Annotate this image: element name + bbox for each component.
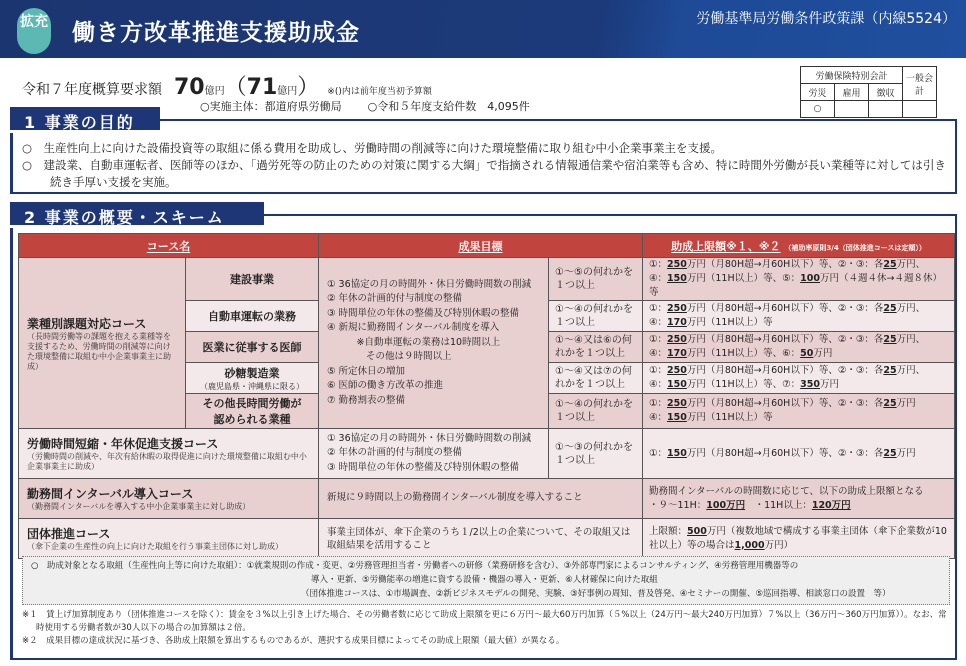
limit-line — [649, 347, 948, 361]
limit-line — [649, 485, 948, 499]
limit-amount: 150 — [667, 447, 687, 459]
goal-condition: ①～④の何れかを１つ以上 — [549, 301, 643, 332]
footnotes — [22, 609, 950, 648]
limit-cell — [643, 519, 955, 559]
limit-line — [649, 258, 948, 272]
limit-text: 万円（11H以上）等、⑦： — [686, 379, 801, 390]
sub-course-note: （鹿児島県・沖縄県に限る） — [200, 381, 304, 391]
footnote: ※１ 賃上げ加算制度あり（団体推進コースを除く）：賃金を３%以上引き上げた場合、その労働者数に応じて助成上限額を更に６万円～最大60万円加算（５%以上（24万円～最大240万円加算）７%以上（36万円～360万円加算））。なお、常時使用する労働者数が30人以下の場合の加算額は２倍。 — [22, 610, 947, 633]
limit-text: ④： — [649, 348, 668, 359]
limit-amount: 150 — [667, 273, 687, 284]
sub-course — [186, 363, 319, 394]
goal-condition: ①～④又は⑥の何れかを１つ以上 — [549, 332, 643, 363]
limit-text: 万円（月80H超→月60H以下）等、②・③：各 — [686, 259, 884, 270]
limit-amount: 170 — [667, 348, 687, 359]
account-col: 雇用 — [835, 84, 869, 101]
header-limit-label: 助成上限額※１、※２ — [671, 239, 781, 253]
limit-text: ④： — [649, 379, 668, 390]
limit-amount: 170 — [667, 317, 687, 328]
limit-text: 万円（11H以上）等、⑥： — [686, 348, 801, 359]
header-limit-note: （補助率原則3/4（団体推進コースは定額）） — [784, 243, 926, 252]
limit-text: ④： — [649, 273, 668, 284]
limit-text: ①： — [649, 447, 668, 459]
limit-text: 万円（４週４休→４週８休）等 — [649, 273, 942, 298]
limit-amount: 25 — [883, 259, 897, 270]
scheme-table — [18, 233, 955, 559]
interval-course-cell — [19, 479, 319, 519]
eligible-activities-box — [22, 556, 950, 605]
budget-line — [22, 70, 432, 101]
budget-unit: 億円 — [204, 86, 225, 97]
paren-close: ） — [297, 75, 320, 100]
limit-text: 勤務間インターバルの時間数に応じて、以下の助成上限額となる — [649, 485, 924, 497]
sub-course — [186, 332, 319, 363]
sub-course — [186, 301, 319, 332]
goal-item: ⑤ 所定休日の増加 — [327, 365, 406, 377]
limit-text: 万円 — [819, 379, 839, 390]
limit-amount: 250 — [667, 259, 687, 270]
limit-amount: 25 — [883, 398, 897, 409]
account-mark — [869, 101, 903, 118]
limit-amount: 25 — [883, 447, 897, 459]
limit-text: 万円（11H以上）等、⑤： — [686, 273, 801, 284]
limit-amount: 150 — [667, 412, 687, 423]
goal-item: ③ 時間単位の年休の整備及び特別休暇の整備 — [327, 307, 520, 319]
course-desc: （労働時間の削減や、年次有給休暇の取得促進に向けた環境整備に取組む中小企業事業主に助成） — [27, 452, 307, 471]
limit-text: 万円） — [764, 539, 794, 551]
purpose-item: ○ 生産性向上に向けた設備投資等の取組に係る費用を助成し、労働時間の削減等に向けた環境整備に取り組む中小企業事業主を支援。 — [22, 141, 723, 155]
reduction-course-cell — [19, 429, 319, 479]
limit-text: 万円、 — [896, 259, 926, 270]
limit-line — [649, 316, 948, 330]
eligible-line: （団体推進コースは、①市場調査、②新ビジネスモデルの開発、実験、③好事例の周知、普及啓発、④セミナーの開催、⑤巡回指導、相談窓口の設置 等） — [301, 589, 891, 599]
account-mark — [903, 101, 937, 118]
sub-course-name: 自動車運転の業務 — [208, 310, 296, 323]
limit-text: ④： — [649, 317, 668, 328]
budget-label: 令和７年度概算要求額 — [22, 82, 162, 98]
limit-text: ①： — [649, 334, 668, 345]
limit-text: 上限額： — [649, 525, 688, 537]
paren-open: （ — [224, 75, 247, 100]
limit-cell — [643, 394, 955, 429]
limit-amount: 25 — [883, 365, 897, 376]
sub-course-name: 砂糖製造業 — [224, 366, 280, 380]
limit-text: 万円 — [896, 398, 916, 409]
course-name: 勤務間インターバル導入コース — [27, 487, 194, 501]
industry-course-cell — [19, 258, 186, 429]
limit-cell — [643, 363, 955, 394]
account-mark: ○ — [801, 101, 835, 118]
goal-condition: ①～③の何れかを１つ以上 — [549, 429, 643, 479]
limit-line — [649, 378, 948, 392]
expansion-badge: 拡充 — [17, 8, 51, 54]
limit-line — [649, 364, 948, 378]
sub-course — [186, 258, 319, 301]
limit-cell — [643, 258, 955, 301]
course-desc: （傘下企業の生産性の向上に向けた取組を行う事業主団体に対し助成） — [27, 542, 283, 551]
account-col: 労災 — [801, 84, 835, 101]
general-account-header: 一般会計 — [903, 67, 937, 101]
goal-item: ※自動車運転の業務は10時間以上 — [347, 336, 501, 348]
limit-line — [649, 525, 948, 553]
limit-line — [649, 333, 948, 347]
limit-amount: 250 — [667, 303, 687, 314]
sub-course-name: 医業に従事する医師 — [202, 341, 302, 354]
goal-item: ① 36協定の月の時間外・休日労働時間数の削減 — [327, 432, 532, 444]
limit-line — [649, 302, 948, 316]
goal-item: ② 年休の計画的付与制度の整備 — [327, 447, 463, 459]
limit-text: ④： — [649, 412, 668, 423]
goal-item: ③ 時間単位の年休の整備及び特別休暇の整備 — [327, 461, 520, 473]
purpose-list — [22, 140, 947, 191]
payment-count: ○令和５年度支給件数 4,095件 — [367, 100, 530, 113]
limit-amount: 1,000 — [734, 539, 765, 551]
eligible-line: ○ 助成対象となる取組（生産性向上等に向けた取組）：①就業規則の作成・変更、②労務管理担当者・労働者への研修（業務研修を含む）、③外部専門家によるコンサルティング、④労務管理用機器等の — [31, 561, 799, 571]
limit-text: 万円（複数地域で構成する事業主団体（傘下企業数が10社以上）等の場合は — [649, 525, 947, 551]
purpose-item: ○ 建設業、自動車運転者、医師等のほか、「過労死等の防止のための対策に関する大綱」で指摘される情報通信業や宿泊業等も含め、特に時間外労働が長い業種等に対しては引き続き手厚い支援を実施。 — [22, 158, 946, 189]
limit-amount: 150 — [667, 379, 687, 390]
implementation-info — [200, 98, 556, 114]
goal-condition: ①～④の何れかを１つ以上 — [549, 394, 643, 429]
limit-text: ①： — [649, 398, 668, 409]
limit-amount: 500 — [687, 525, 707, 537]
limit-line — [649, 397, 948, 411]
limit-cell — [643, 332, 955, 363]
goal-condition: ①～④又は⑦の何れかを１つ以上 — [549, 363, 643, 394]
course-name: 業種別課題対応コース — [27, 316, 147, 331]
account-mark — [835, 101, 869, 118]
limit-amount: 25 — [883, 303, 897, 314]
goal-item: その他は９時間以上 — [347, 351, 452, 363]
special-account-header: 労働保険特別会計 — [801, 67, 903, 84]
goal-item: ⑥ 医師の働き方改革の推進 — [327, 380, 444, 392]
course-name: 労働時間短縮・年休促進支援コース — [27, 437, 219, 451]
limit-amount: 25 — [883, 334, 897, 345]
limit-text: 万円 — [813, 348, 833, 359]
limit-line — [649, 447, 948, 461]
interval-goal: 新規に９時間以上の勤務間インターバル制度を導入すること — [319, 479, 643, 519]
limit-text: 万円（月80H超→月60H以下）等、②・③：各 — [686, 303, 884, 314]
previous-unit: 億円 — [277, 86, 298, 97]
previous-amount: 71 — [246, 75, 278, 100]
account-col: 徴収 — [869, 84, 903, 101]
limit-text: ①： — [649, 303, 668, 314]
course-desc: （勤務間インターバルを導入する中小企業事業主に対し助成） — [27, 502, 251, 511]
limit-amount: 350 — [800, 379, 820, 390]
goal-item: ② 年休の計画的付与制度の整備 — [327, 293, 463, 305]
limit-text: 万円（月80H超→月60H以下）等、②・③：各 — [686, 398, 884, 409]
limit-text: 万円、 — [896, 365, 926, 376]
limit-line — [649, 411, 948, 425]
goal-condition: ①～⑤の何れかを１つ以上 — [549, 258, 643, 301]
limit-amount: 50 — [800, 348, 814, 359]
header-banner — [0, 0, 966, 58]
group-course-cell — [19, 519, 319, 559]
section-2-heading: 2 事業の概要・スキーム — [10, 202, 264, 228]
department-label: 労働基準局労働条件政策課（内線5524） — [696, 11, 956, 27]
header-goal-label: 成果目標 — [458, 239, 503, 253]
header-course-label: コース名 — [146, 239, 191, 253]
goal-item: ⑦ 勤務割表の整備 — [327, 394, 406, 406]
eligible-line: 導入・更新、⑤労働能率の増進に資する設備・機器の導入・更新、⑥人材確保に向けた取組 — [311, 575, 658, 585]
limit-text: ①： — [649, 365, 668, 376]
industry-goals — [319, 258, 549, 429]
limit-text: 万円（11H以上）等 — [686, 412, 773, 423]
limit-text: ・９～11H： — [649, 499, 707, 511]
limit-text: ①： — [649, 259, 668, 270]
header-limit — [643, 234, 955, 258]
budget-amount: 70 — [174, 75, 205, 100]
header-goal — [319, 234, 643, 258]
limit-cell — [643, 479, 955, 519]
header-course — [19, 234, 319, 258]
limit-amount: 250 — [667, 398, 687, 409]
limit-text: ・11H以上： — [745, 499, 812, 511]
limit-cell — [643, 301, 955, 332]
account-table — [800, 66, 937, 118]
sub-course-name: 建設事業 — [230, 273, 274, 286]
sub-course — [186, 394, 319, 429]
reduction-goals — [319, 429, 549, 479]
course-name: 団体推進コース — [27, 527, 111, 541]
limit-amount: 250 — [667, 334, 687, 345]
goal-item: ④ 新規に勤務間インターバル制度を導入 — [327, 322, 500, 334]
limit-text: 万円、 — [896, 334, 926, 345]
course-desc: （長時間労働等の課題を抱える業種等を支援するため、労働時間の削減等に向けた環境整備に取組む中小企業事業主に助成） — [27, 331, 171, 371]
limit-text: 万円、 — [896, 303, 926, 314]
page-title: 働き方改革推進支援助成金 — [72, 20, 360, 46]
sub-course-name: その他長時間労働が認められる業種 — [202, 397, 302, 426]
limit-amount: 100 — [800, 273, 820, 284]
implementer: ○実施主体：都道府県労働局 — [200, 100, 342, 113]
limit-amount: 250 — [667, 365, 687, 376]
limit-text: 万円 — [896, 447, 916, 459]
limit-amount: 120万円 — [811, 499, 851, 511]
group-goal: 事業主団体が、傘下企業のうち１/2以上の企業について、その取組又は取組結果を活用すること — [319, 519, 643, 559]
footnote: ※２ 成果目標の達成状況に基づき、各助成上限額を算出するものであるが、選択する成果目標によってその助成上限額（最大値）が異なる。 — [22, 636, 565, 646]
limit-line — [649, 499, 948, 513]
section-1-heading: 1 事業の目的 — [10, 107, 160, 133]
budget-note: ※()内は前年度当初予算額 — [327, 87, 432, 97]
limit-cell — [643, 429, 955, 479]
limit-line — [649, 272, 948, 300]
limit-text: 万円（月80H超→月60H以下）等、②・③：各 — [686, 365, 884, 376]
goal-item: ① 36協定の月の時間外・休日労働時間数の削減 — [327, 278, 532, 290]
limit-text: 万円（月80H超→月60H以下）等、②・③：各 — [686, 334, 884, 345]
limit-text: 万円（月80H超→月60H以下）等、②・③：各 — [686, 447, 884, 459]
limit-text: 万円（11H以上）等 — [686, 317, 773, 328]
limit-amount: 100万円 — [706, 499, 746, 511]
